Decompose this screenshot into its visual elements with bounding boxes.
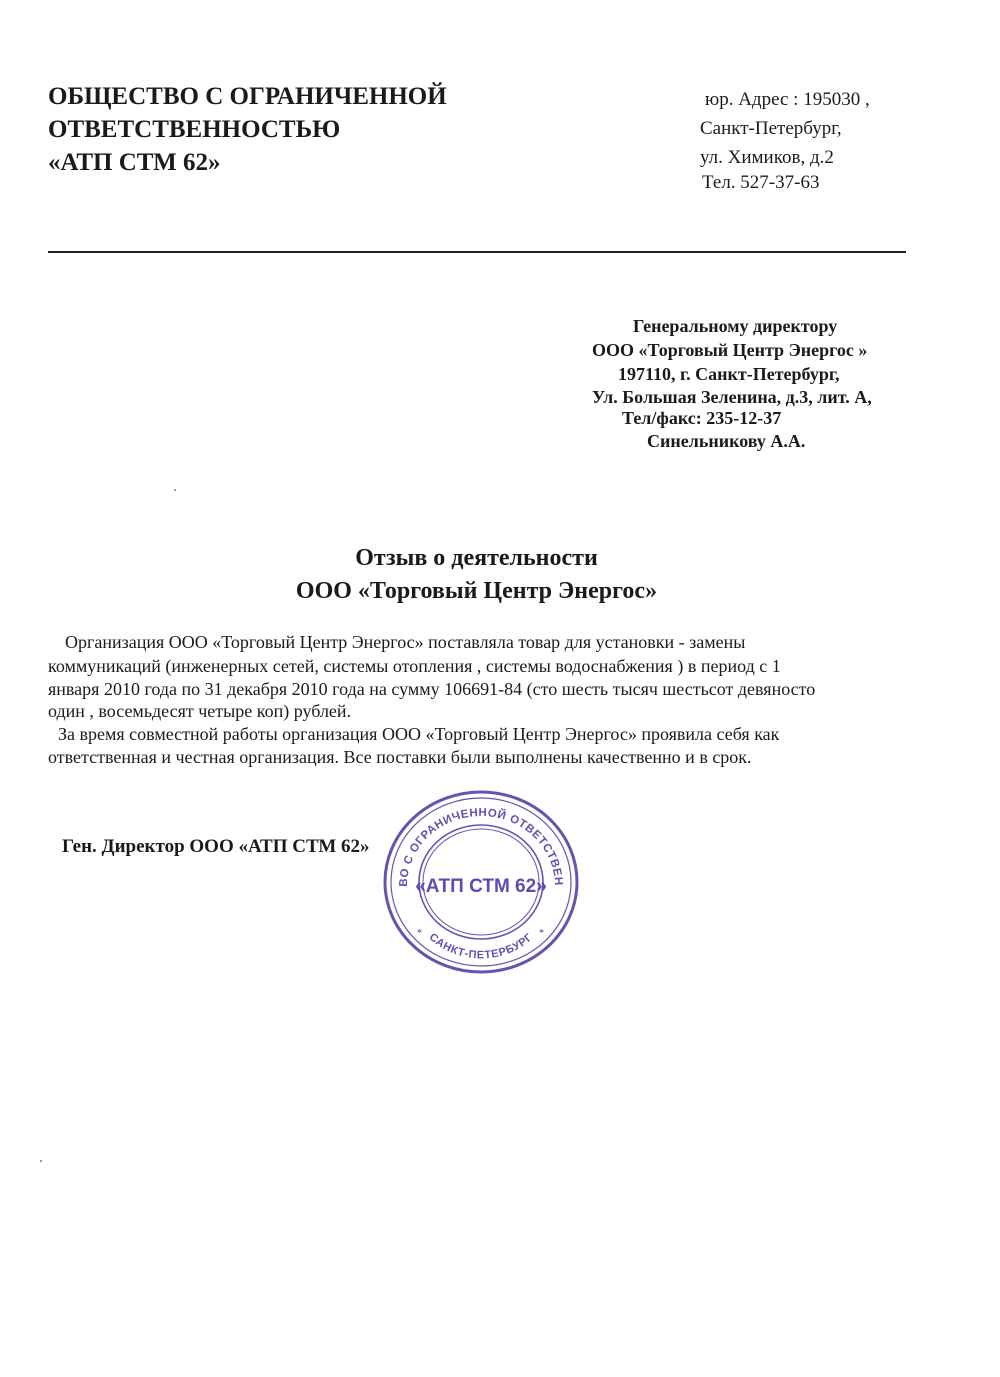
company-seal [381, 788, 581, 976]
body-line-5: За время совместной работы организация ООО «Торговый Центр Энергос» проявила себя как [58, 724, 780, 744]
document-title-line-2: ООО «Торговый Центр Энергос» [295, 578, 658, 604]
seal-graphic [381, 788, 581, 976]
seal-center-text: «АТП СТМ 62» [415, 876, 547, 897]
seal-star-icon: * [417, 928, 422, 939]
seal-star-icon: * [539, 928, 544, 939]
svg-text:ОБЩЕСТВО С ОГРАНИЧЕННОЙ ОТВЕТС [381, 788, 564, 887]
body-line-1: Организация ООО «Торговый Центр Энергос» поставляла товар для установки - замены [65, 632, 746, 652]
recipient-line-6: Синельникову А.А. [647, 431, 806, 451]
document-title-line-1: Отзыв о деятельности [355, 545, 598, 571]
signature-label: Ген. Директор ООО «АТП СТМ 62» [62, 836, 370, 857]
recipient-line-2: ООО «Торговый Центр Энергос » [592, 340, 868, 360]
svg-text:САНКТ-ПЕТЕРБУРГ [427, 931, 536, 961]
org-address-line-2: Санкт-Петербург, [700, 118, 842, 139]
org-address-line-3: ул. Химиков, д.2 [700, 147, 834, 168]
body-line-6: ответственная и честная организация. Все поставки были выполнены качественно и в срок. [48, 747, 752, 767]
letterhead-divider [48, 251, 906, 253]
seal-ring-text: ВО С ОГРАНИЧЕННОЙ ОТВЕТСТВЕН [397, 806, 565, 887]
organization-name [48, 80, 447, 179]
seal-city-text: САНКТ-ПЕТЕРБУРГ [426, 931, 536, 962]
recipient-line-3: 197110, г. Санкт-Петербург, [618, 364, 840, 384]
recipient-line-1: Генеральному директору [633, 316, 838, 336]
body-line-4: один , восемьдесят четыре коп) рублей. [48, 701, 352, 721]
scan-speck [40, 1160, 42, 1162]
org-name-line-2: ОТВЕТСТВЕННОСТЬЮ [48, 116, 341, 143]
org-address-line-1: юр. Адрес : 195030 , [705, 89, 870, 110]
recipient-line-5: Тел/факс: 235-12-37 [622, 408, 782, 428]
body-line-2: коммуникаций (инженерных сетей, системы отопления , системы водоснабжения ) в период с 1 [48, 656, 781, 676]
scan-speck [174, 489, 176, 491]
org-phone: Тел. 527-37-63 [702, 172, 820, 193]
body-line-3: января 2010 года по 31 декабря 2010 года на сумму 106691-84 (сто шесть тысяч шестьсот девяносто [48, 679, 816, 699]
recipient-line-4: Ул. Большая Зеленина, д.3, лит. А, [592, 387, 872, 407]
org-name-line-1: ОБЩЕСТВО С ОГРАНИЧЕННОЙ [48, 83, 447, 110]
org-name-line-3: «АТП СТМ 62» [48, 149, 221, 176]
